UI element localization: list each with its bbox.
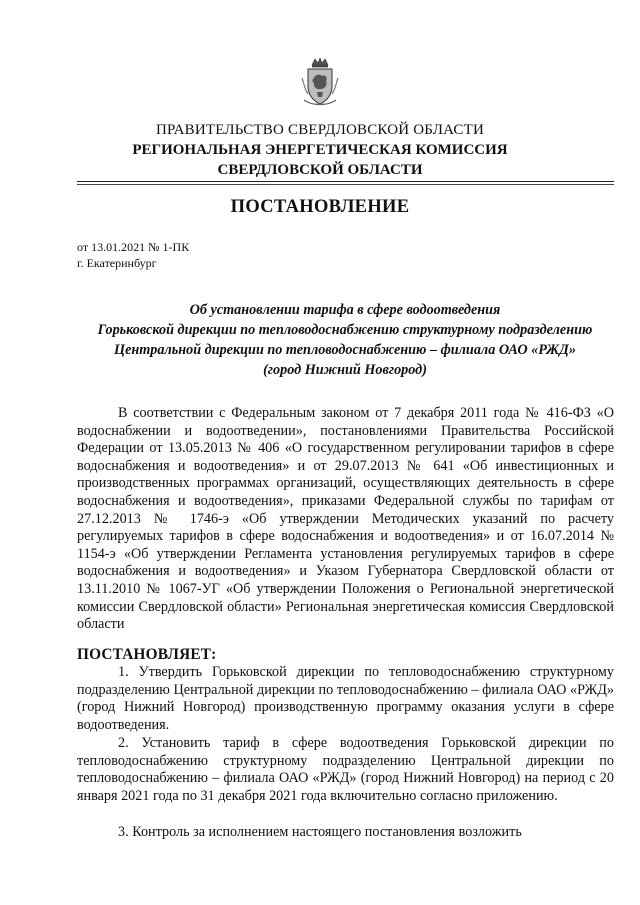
- header-divider-thick: [77, 181, 614, 182]
- document-date-number: от 13.01.2021 № 1-ПК: [77, 240, 190, 254]
- preamble-paragraph: В соответствии с Федеральным законом от 7 декабря 2011 года № 416-ФЗ «О водоснабжении и водоотведении», постановлениями Правительства Российской Федерации от 13.05.2013 № 406 «О государственном регулировании тарифов в сфере водоснабжения и водоотведения» и от 29.07.2013 № 641 «Об инвестиционных и производственных программах организаций, осуществляющих деятельность в сфере водоснабжения и водоотведения», приказами Федеральной службы по тарифам от 27.12.2013 № 1746-э «Об утверждении Методических указаний по расчету регулируемых тарифов в сфере водоснабжения и водоотведения» и от 16.07.2014 № 1154-э «Об утверждении Регламента установления регулируемых тарифов в сфере водоснабжения и водоотведения» и Указом Губернатора Свердловской области от 13.11.2010 № 1067-УГ «Об утверждении Положения о Региональной энергетической комиссии Свердловской области» Региональная энергетическая комиссия Свердловской области: [77, 405, 614, 633]
- subject-line-2: Горьковской дирекции по тепловодоснабжению структурному подразделению: [97, 322, 593, 338]
- header-divider-thin: [77, 184, 614, 185]
- decree-item-2: 2. Установить тариф в сфере водоотведения Горьковской дирекции по тепловодоснабжению структурному подразделению Центральной дирекции по тепловодоснабжению – филиала ОАО «РЖД» (город Нижний Новгород) на период с 20 января 2021 года по 31 декабря 2021 года включительно согласно приложению.: [77, 735, 614, 804]
- subject-line-4: (город Нижний Новгород): [263, 362, 427, 378]
- decree-item-1: 1. Утвердить Горьковской дирекции по тепловодоснабжению структурному подразделению Центральной дирекции по тепловодоснабжению – филиала ОАО «РЖД» (город Нижний Новгород) производственную программу оказания услуги в сфере водоотведения.: [77, 664, 614, 733]
- coat-of-arms-icon: [298, 56, 342, 108]
- document-subject: [60, 300, 630, 380]
- decree-label: ПОСТАНОВЛЯЕТ:: [77, 646, 217, 663]
- commission-title-line2: СВЕРДЛОВСКОЙ ОБЛАСТИ: [217, 162, 423, 178]
- government-title: ПРАВИТЕЛЬСТВО СВЕРДЛОВСКОЙ ОБЛАСТИ: [155, 122, 485, 138]
- document-city: г. Екатеринбург: [77, 256, 157, 270]
- subject-line-1: Об установлении тарифа в сфере водоотведения: [189, 302, 501, 318]
- commission-title-line1: РЕГИОНАЛЬНАЯ ЭНЕРГЕТИЧЕСКАЯ КОМИССИЯ: [132, 142, 508, 158]
- decree-item-3: 3. Контроль за исполнением настоящего постановления возложить: [118, 824, 522, 840]
- subject-line-3: Центральной дирекции по тепловодоснабжению – филиала ОАО «РЖД»: [114, 342, 576, 358]
- document-type-title: ПОСТАНОВЛЕНИЕ: [230, 197, 410, 217]
